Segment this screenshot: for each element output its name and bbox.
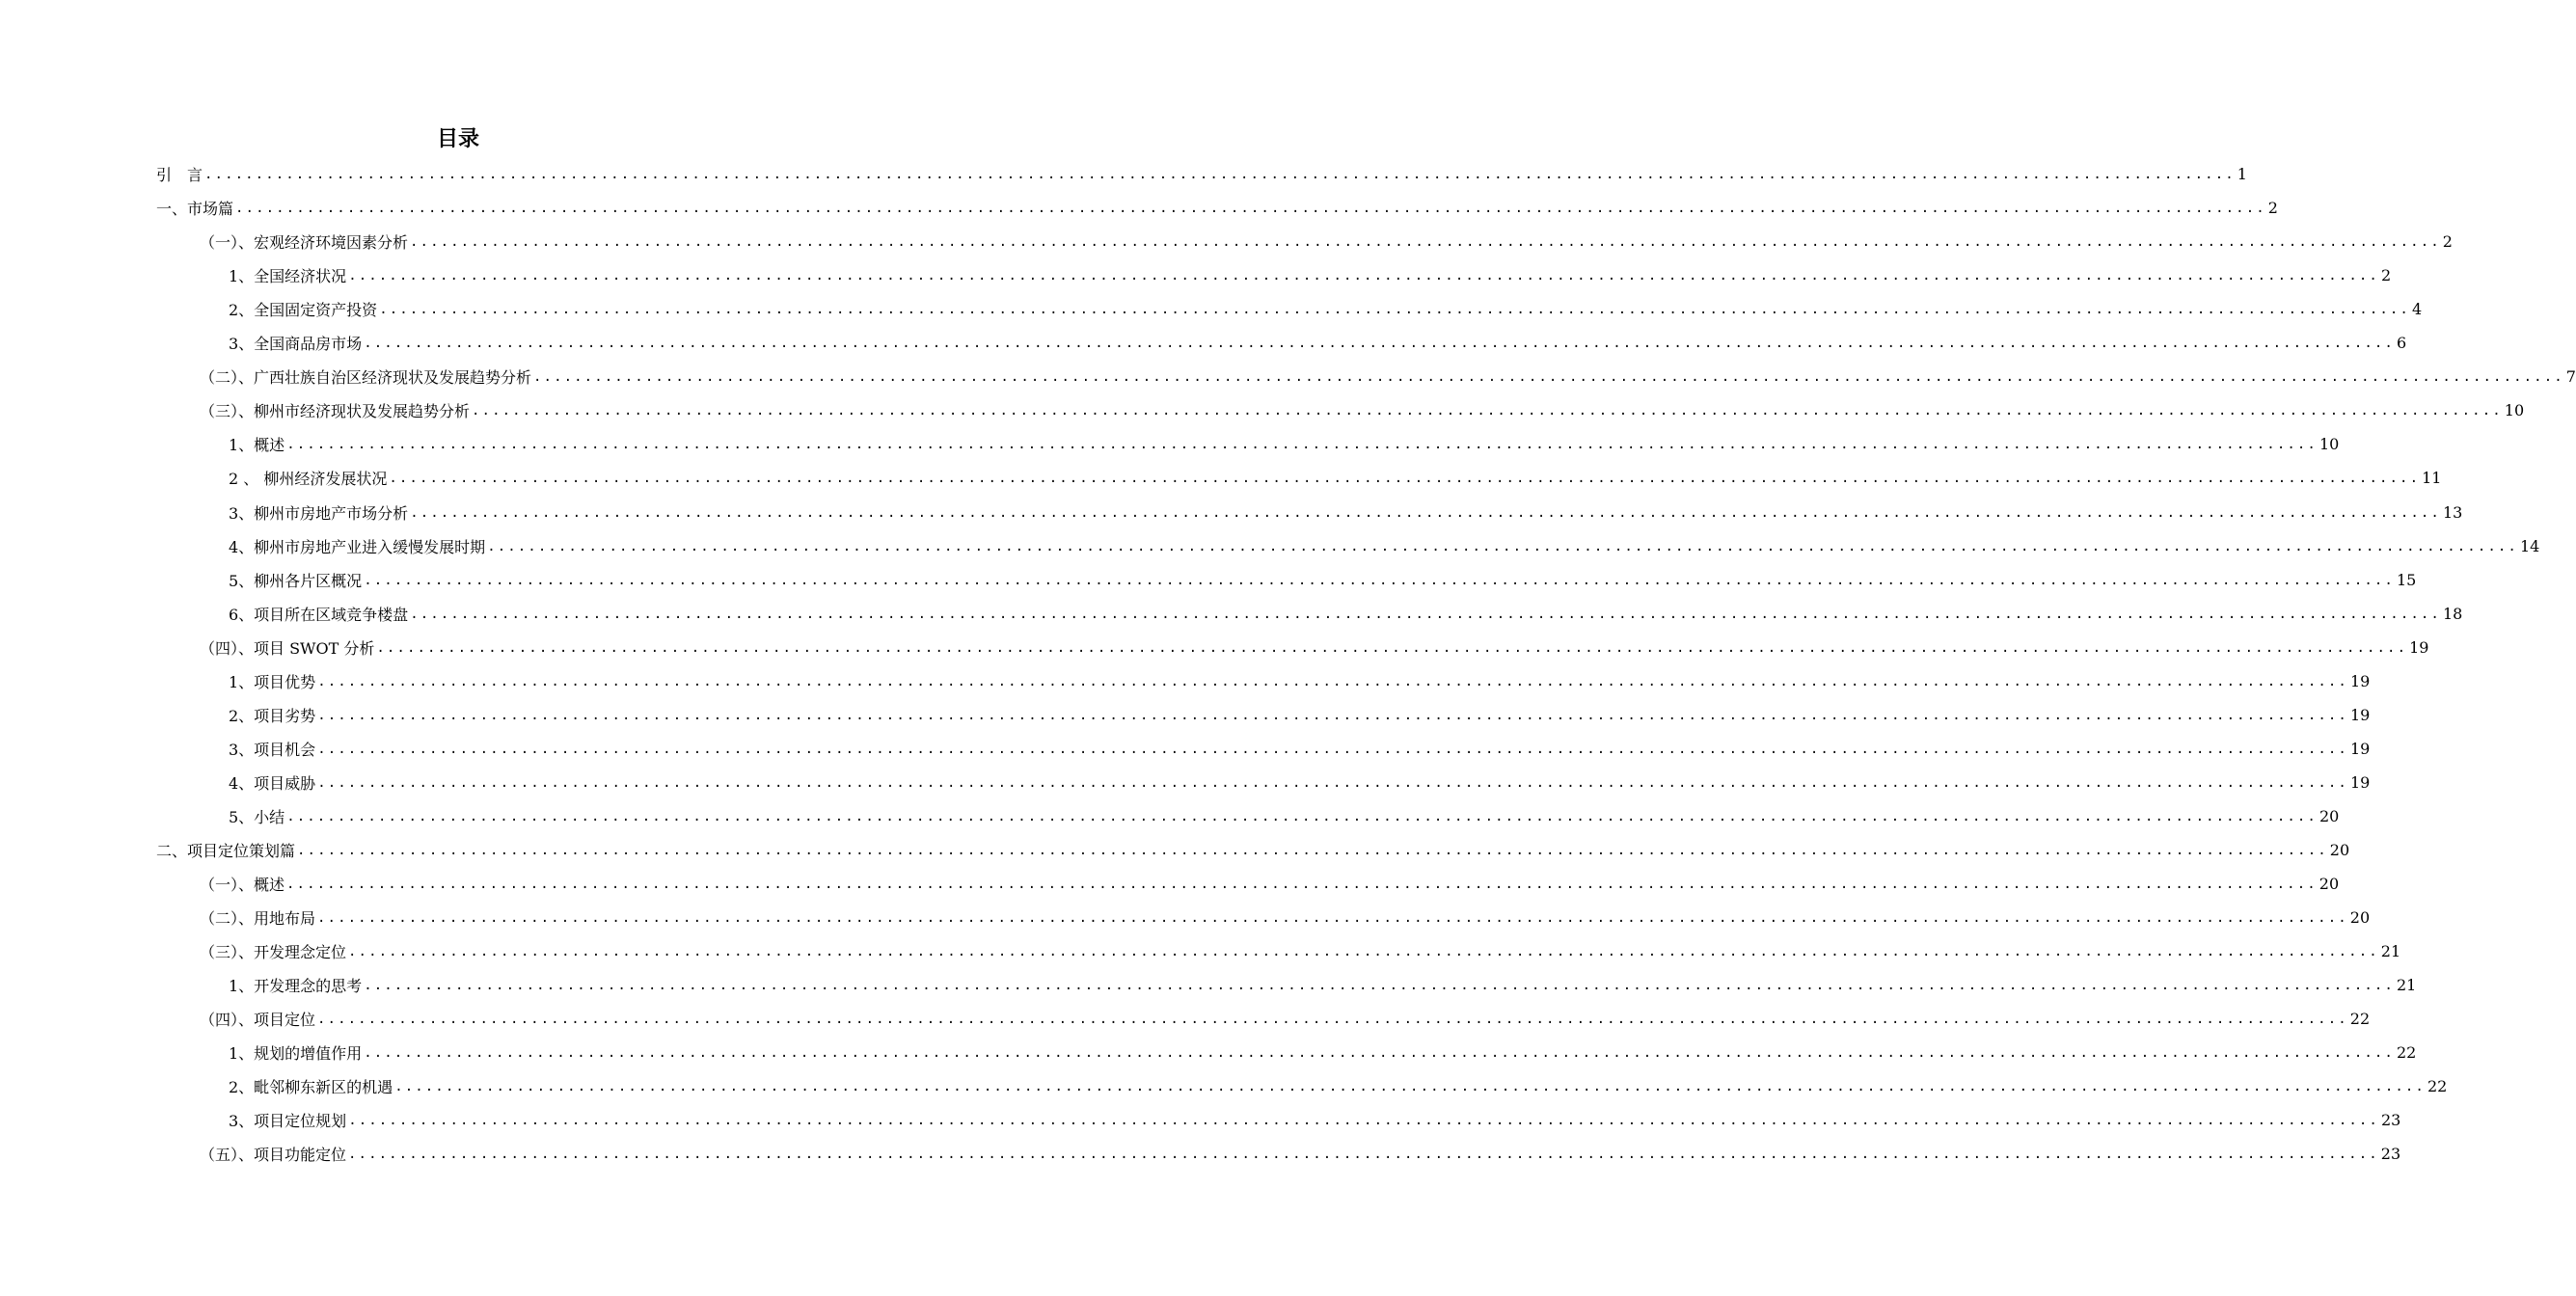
- toc-entry[interactable]: [0, 1069, 2448, 1103]
- toc-leader-dots: ........................................................................................................................................................................................................: [410, 233, 2441, 250]
- toc-leader-dots: ........................................................................................................................................................................................................: [348, 267, 2379, 284]
- toc-leader-dots: ........................................................................................................................................................................................................: [317, 774, 2348, 791]
- toc-entry[interactable]: [0, 934, 2401, 968]
- toc-entry-page-number: 14: [2519, 537, 2540, 555]
- toc-entry-label: 2、全国固定资产投资: [229, 301, 378, 319]
- toc-entry[interactable]: [0, 427, 2340, 461]
- toc-leader-dots: ........................................................................................................................................................................................................: [317, 673, 2348, 689]
- toc-leader-dots: ........................................................................................................................................................................................................: [348, 1146, 2379, 1162]
- toc-leader-dots: ........................................................................................................................................................................................................: [472, 402, 2503, 418]
- toc-entry-page-number: 22: [2427, 1077, 2448, 1095]
- toc-leader-dots: ........................................................................................................................................................................................................: [410, 606, 2441, 622]
- toc-entry-label: 4、项目威胁: [229, 774, 316, 793]
- toc-entry[interactable]: [0, 529, 2540, 563]
- toc-entry[interactable]: [0, 258, 2392, 292]
- toc-entry-page-number: 19: [2349, 672, 2371, 690]
- toc-leader-dots: ........................................................................................................................................................................................................: [364, 572, 2395, 588]
- toc-entry-page-number: 1: [2237, 165, 2247, 183]
- toc-entry-page-number: 20: [2329, 841, 2350, 859]
- toc-leader-dots: ........................................................................................................................................................................................................: [348, 1112, 2379, 1128]
- toc-entry-page-number: 15: [2396, 571, 2417, 589]
- toc-entry[interactable]: [0, 1002, 2371, 1036]
- toc-entry[interactable]: [0, 968, 2417, 1002]
- toc-entry-label: （三）、开发理念定位: [200, 943, 347, 961]
- toc-leader-dots: ........................................................................................................................................................................................................: [286, 876, 2318, 892]
- toc-entry-page-number: 13: [2442, 503, 2463, 522]
- toc-entry-label: 3、项目定位规划: [229, 1112, 347, 1130]
- toc-entry-label: 4、柳州市房地产业进入缓慢发展时期: [229, 538, 486, 556]
- toc-entry[interactable]: [0, 1036, 2417, 1069]
- toc-leader-dots: ........................................................................................................................................................................................................: [364, 977, 2395, 993]
- toc-entry[interactable]: [0, 393, 2525, 427]
- toc-entry-label: 6、项目所在区域竞争楼盘: [229, 606, 409, 624]
- toc-entry-label: 3、柳州市房地产市场分析: [229, 504, 409, 523]
- toc-entry-label: 一、市场篇: [156, 200, 234, 218]
- toc-entry-label: （二）、广西壮族自治区经济现状及发展趋势分析: [200, 368, 532, 387]
- toc-entry-label: 3、项目机会: [229, 741, 316, 759]
- toc-entry-page-number: 19: [2349, 773, 2371, 792]
- toc-entry[interactable]: [0, 1103, 2401, 1137]
- toc-leader-dots: ........................................................................................................................................................................................................: [204, 166, 2236, 182]
- toc-entry-label: （一）、概述: [200, 876, 285, 894]
- toc-entry[interactable]: [0, 698, 2371, 732]
- toc-entry-page-number: 20: [2318, 807, 2340, 825]
- toc-entry-page-number: 21: [2380, 942, 2401, 960]
- toc-entry-page-number: 18: [2442, 605, 2463, 623]
- toc-entry[interactable]: [0, 326, 2407, 360]
- toc-entry-label: （五）、项目功能定位: [200, 1146, 347, 1164]
- toc-leader-dots: ........................................................................................................................................................................................................: [379, 301, 2410, 317]
- toc-entry-label: （一）、宏观经济环境因素分析: [200, 233, 409, 252]
- toc-entry-label: （二）、用地布局: [200, 909, 316, 928]
- toc-entry-page-number: 19: [2349, 740, 2371, 758]
- toc-entry[interactable]: [0, 867, 2340, 901]
- toc-entry[interactable]: [0, 664, 2371, 698]
- toc-entry[interactable]: [0, 799, 2340, 833]
- toc-entry-label: （四）、项目 SWOT 分析: [200, 639, 375, 658]
- toc-entry-page-number: 23: [2380, 1111, 2401, 1129]
- toc-entry-page-number: 4: [2411, 300, 2423, 318]
- toc-entry[interactable]: [0, 225, 2453, 258]
- toc-entry-page-number: 19: [2409, 638, 2429, 657]
- toc-entry-label: 2 、 柳州经济发展状况: [229, 470, 388, 488]
- toc-entry-label: 二、项目定位策划篇: [156, 842, 296, 860]
- toc-leader-dots: ........................................................................................................................................................................................................: [348, 943, 2379, 959]
- toc-entry-page-number: 21: [2396, 976, 2417, 994]
- toc-leader-dots: ........................................................................................................................................................................................................: [235, 200, 2266, 216]
- toc-leader-dots: ........................................................................................................................................................................................................: [317, 707, 2348, 723]
- toc-entry[interactable]: [0, 563, 2417, 597]
- toc-entry-page-number: 20: [2318, 875, 2340, 893]
- toc-entry[interactable]: [0, 292, 2423, 326]
- toc-leader-dots: ........................................................................................................................................................................................................: [376, 639, 2408, 656]
- toc-leader-dots: ........................................................................................................................................................................................................: [364, 335, 2395, 351]
- toc-entry-page-number: 23: [2380, 1145, 2401, 1163]
- toc-leader-dots: ........................................................................................................................................................................................................: [410, 504, 2441, 521]
- toc-entry[interactable]: [0, 631, 2429, 664]
- toc-leader-dots: ........................................................................................................................................................................................................: [286, 436, 2318, 452]
- toc-entry-label: 5、柳州各片区概况: [229, 572, 363, 590]
- toc-entry-label: 引 言: [156, 166, 203, 184]
- toc-entry-page-number: 10: [2318, 435, 2340, 453]
- toc-entry[interactable]: [0, 732, 2371, 766]
- toc-entry[interactable]: [0, 597, 2463, 631]
- toc-entry-page-number: 2: [2380, 266, 2392, 284]
- toc-entry[interactable]: [0, 901, 2371, 934]
- toc-leader-dots: ........................................................................................................................................................................................................: [394, 1078, 2426, 1094]
- toc-entry-page-number: 7: [2565, 367, 2576, 386]
- toc-entry-label: 1、概述: [229, 436, 285, 454]
- toc-entry[interactable]: [0, 157, 2247, 191]
- toc-entry-label: 1、规划的增值作用: [229, 1044, 363, 1063]
- toc-leader-dots: ........................................................................................................................................................................................................: [317, 909, 2348, 926]
- toc-entry[interactable]: [0, 191, 2278, 225]
- toc-title: 目录: [436, 127, 479, 151]
- toc-leader-dots: ........................................................................................................................................................................................................: [389, 470, 2421, 486]
- toc-entry-label: 5、小结: [229, 808, 285, 826]
- toc-entry-label: （四）、项目定位: [200, 1011, 316, 1029]
- toc-entry-label: 3、全国商品房市场: [229, 335, 363, 353]
- toc-entry-page-number: 22: [2349, 1010, 2371, 1028]
- toc-entry[interactable]: [0, 1137, 2401, 1171]
- toc-leader-dots: ........................................................................................................................................................................................................: [286, 808, 2318, 824]
- toc-leader-dots: ........................................................................................................................................................................................................: [317, 1011, 2348, 1027]
- toc-entry-page-number: 19: [2349, 706, 2371, 724]
- toc-leader-dots: ........................................................................................................................................................................................................: [487, 538, 2518, 554]
- toc-entry-label: 1、全国经济状况: [229, 267, 347, 285]
- toc-entry-page-number: 6: [2396, 334, 2407, 352]
- toc-leader-dots: ........................................................................................................................................................................................................: [297, 842, 2328, 858]
- toc-entry[interactable]: [0, 833, 2350, 867]
- toc-entry-label: 1、项目优势: [229, 673, 316, 691]
- toc-entry-page-number: 20: [2349, 908, 2371, 927]
- toc-entry-page-number: 22: [2396, 1043, 2417, 1062]
- toc-entry[interactable]: [0, 496, 2463, 529]
- toc-entry-page-number: 2: [2267, 199, 2278, 217]
- toc-entry-page-number: 11: [2422, 469, 2442, 487]
- toc-entry[interactable]: [0, 461, 2442, 495]
- toc-entry[interactable]: [0, 766, 2371, 799]
- toc-leader-dots: ........................................................................................................................................................................................................: [364, 1044, 2395, 1061]
- toc-leader-dots: ........................................................................................................................................................................................................: [317, 741, 2348, 757]
- toc-entry-label: 2、毗邻柳东新区的机遇: [229, 1078, 393, 1096]
- toc-entry[interactable]: [0, 360, 2576, 393]
- toc-leader-dots: ........................................................................................................................................................................................................: [533, 368, 2564, 385]
- toc-entry-page-number: 10: [2504, 401, 2525, 419]
- toc-entry-label: 2、项目劣势: [229, 707, 316, 725]
- toc-entry-label: 1、开发理念的思考: [229, 977, 363, 995]
- toc-entry-page-number: 2: [2442, 232, 2453, 251]
- toc-entry-label: （三）、柳州市经济现状及发展趋势分析: [200, 402, 471, 420]
